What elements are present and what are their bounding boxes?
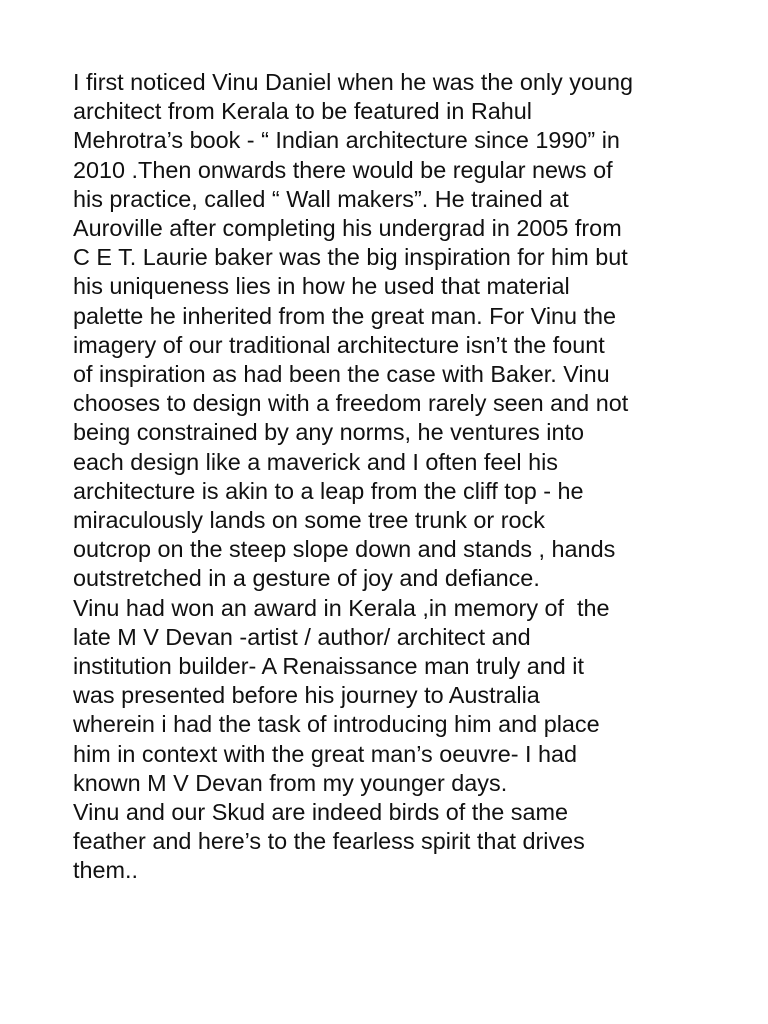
text-line: being constrained by any norms, he ventures into: [73, 419, 584, 446]
text-line: them..: [73, 857, 138, 884]
text-line: institution builder- A Renaissance man truly and it: [73, 653, 584, 680]
text-line: 2010 .Then onwards there would be regular news of: [73, 156, 613, 183]
text-line: chooses to design with a freedom rarely seen and not: [73, 390, 629, 417]
text-line: outcrop on the steep slope down and stands , hands: [73, 536, 616, 563]
text-line: imagery of our traditional architecture isn’t the fount: [73, 331, 605, 358]
text-line: of inspiration as had been the case with Baker. Vinu: [73, 361, 610, 388]
text-line: architect from Kerala to be featured in Rahul: [73, 98, 532, 125]
text-line: feather and here’s to the fearless spirit that drives: [73, 828, 585, 855]
text-line: known M V Devan from my younger days.: [73, 769, 508, 796]
text-line: was presented before his journey to Australia: [73, 682, 540, 709]
text-line: late M V Devan -artist / author/ architect and: [73, 623, 531, 650]
text-line: wherein i had the task of introducing him and place: [73, 711, 600, 738]
body-text: [73, 68, 713, 886]
text-line: his practice, called “ Wall makers”. He trained at: [73, 185, 569, 212]
text-line: I first noticed Vinu Daniel when he was the only young: [73, 69, 633, 95]
text-line: Mehrotra’s book - “ Indian architecture since 1990” in: [73, 127, 620, 154]
text-line: Vinu and our Skud are indeed birds of the same: [73, 799, 568, 826]
text-line: miraculously lands on some tree trunk or rock: [73, 507, 545, 534]
text-line: C E T. Laurie baker was the big inspiration for him but: [73, 244, 628, 271]
text-line: his uniqueness lies in how he used that material: [73, 273, 570, 300]
text-line: Auroville after completing his undergrad in 2005 from: [73, 215, 622, 242]
text-line: each design like a maverick and I often feel his: [73, 448, 558, 475]
text-line: Vinu had won an award in Kerala ,in memory of the: [73, 594, 610, 621]
text-line: him in context with the great man’s oeuvre- I had: [73, 740, 578, 767]
text-line: architecture is akin to a leap from the cliff top - he: [73, 477, 584, 504]
text-line: outstretched in a gesture of joy and defiance.: [73, 565, 540, 592]
text-line: palette he inherited from the great man. For Vinu the: [73, 302, 617, 329]
